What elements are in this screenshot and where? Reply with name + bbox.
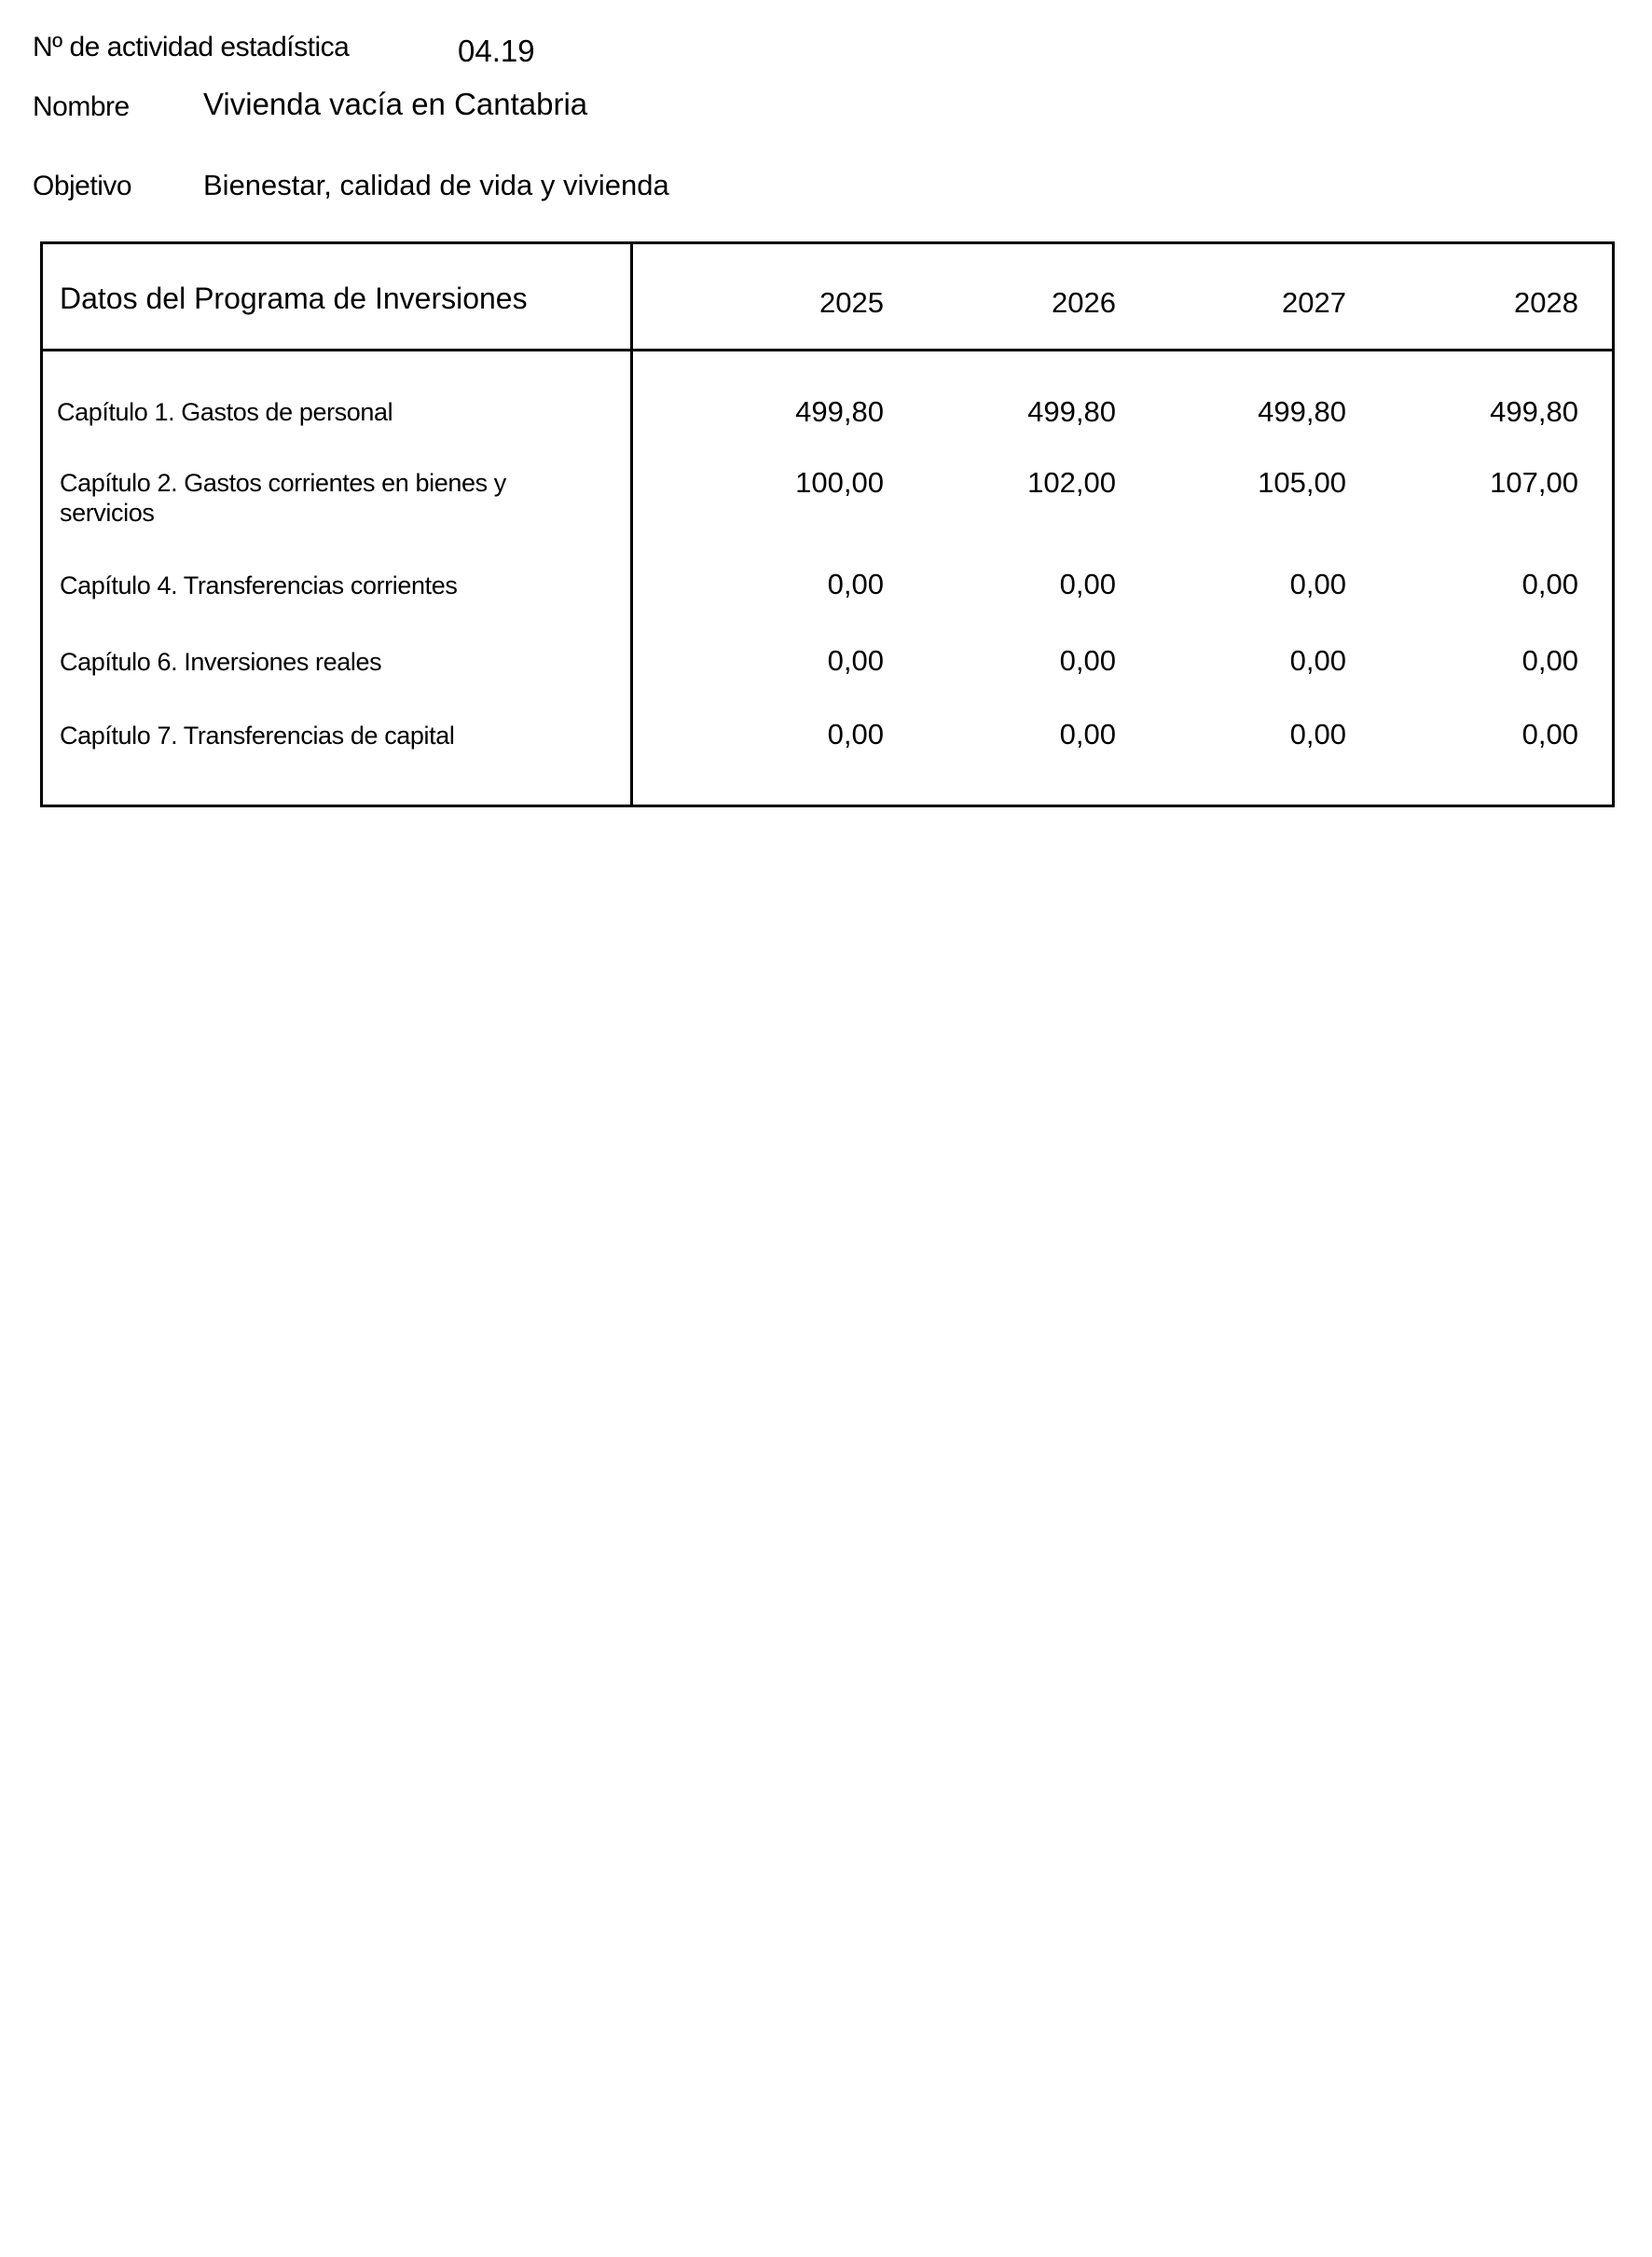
- table-cell: 105,00: [1258, 466, 1346, 499]
- table-cell: 0,00: [1059, 568, 1116, 600]
- table-cell: 0,00: [1289, 718, 1346, 750]
- table-row-label: Capítulo 4. Transferencias corrientes: [60, 571, 458, 599]
- table-cell: 100,00: [795, 466, 884, 499]
- table-cell: 0,00: [827, 644, 884, 677]
- table-cell: 499,80: [1027, 395, 1116, 428]
- table-cell: 0,00: [1521, 718, 1578, 750]
- year-header: 2026: [1052, 286, 1116, 319]
- table-cell: 0,00: [827, 718, 884, 750]
- name-value: Vivienda vacía en Cantabria: [203, 87, 588, 121]
- year-header: 2027: [1282, 286, 1346, 319]
- activity-number-label: Nº de actividad estadística: [33, 32, 350, 62]
- table-cell: 499,80: [1258, 395, 1346, 428]
- table-cell: 0,00: [1059, 644, 1116, 677]
- table-cell: 0,00: [1521, 644, 1578, 677]
- table-cell: 0,00: [1521, 568, 1578, 600]
- table-header-divider: [43, 349, 1612, 351]
- table-cell: 0,00: [1059, 718, 1116, 750]
- table-row-label: Capítulo 1. Gastos de personal: [57, 398, 393, 426]
- table-column-divider: [630, 244, 633, 805]
- year-header: 2028: [1514, 286, 1578, 319]
- table-cell: 102,00: [1027, 466, 1116, 499]
- investment-table: [40, 241, 1615, 807]
- activity-number-value: 04.19: [458, 34, 535, 68]
- table-title: Datos del Programa de Inversiones: [60, 282, 528, 315]
- year-header: 2025: [819, 286, 884, 319]
- table-cell: 499,80: [795, 395, 884, 428]
- table-cell: 0,00: [1289, 568, 1346, 600]
- table-cell: 499,80: [1490, 395, 1578, 428]
- table-row-label: Capítulo 6. Inversiones reales: [60, 648, 382, 676]
- table-row-label: Capítulo 2. Gastos corrientes en bienes y servicios: [60, 469, 506, 527]
- table-cell: 0,00: [1289, 644, 1346, 677]
- table-cell: 107,00: [1490, 466, 1578, 499]
- table-row-label: Capítulo 7. Transferencias de capital: [60, 722, 455, 750]
- objective-value: Bienestar, calidad de vida y vivienda: [203, 169, 669, 201]
- objective-label: Objetivo: [33, 171, 132, 201]
- name-label: Nombre: [33, 91, 130, 122]
- table-cell: 0,00: [827, 568, 884, 600]
